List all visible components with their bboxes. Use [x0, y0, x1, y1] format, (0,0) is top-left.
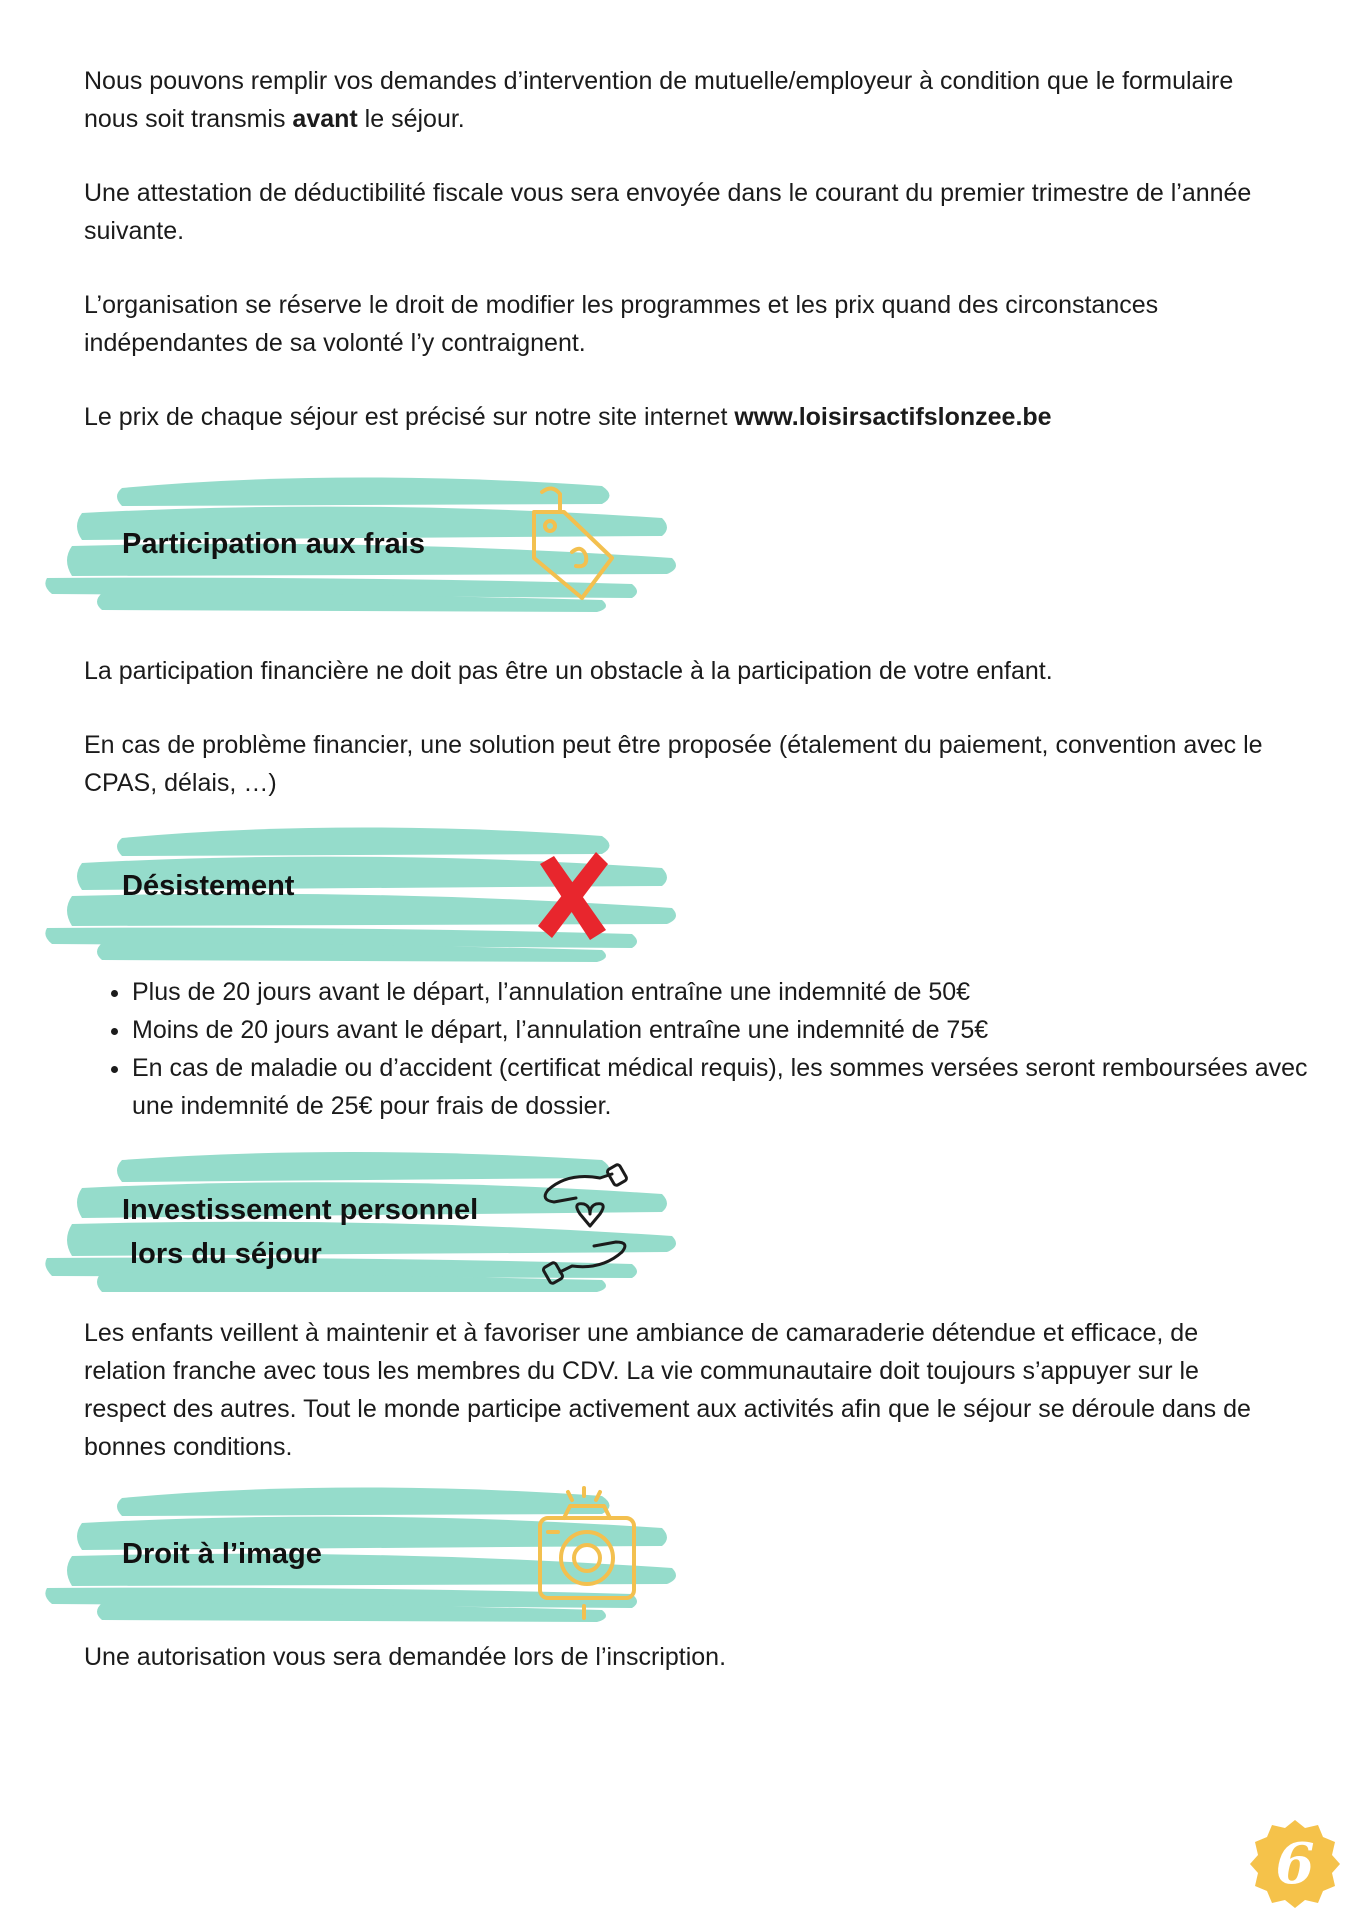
section-desistement-header: [42, 818, 682, 968]
section-droit-image-header: [42, 1478, 682, 1628]
intro-text-end: le séjour.: [357, 105, 465, 133]
intro-mutuelle-paragraph: [84, 62, 1274, 138]
page-number-badge: [1247, 1816, 1343, 1912]
cross-icon: [532, 850, 612, 942]
price-tag-icon: [524, 482, 624, 608]
section-title-line-2: lors du séjour: [122, 1238, 322, 1270]
list-item: • Plus de 20 jours avant le départ, l’annulation entraîne une indemnité de 50€: [132, 973, 1322, 1011]
section-title-line-1: Investissement personnel: [122, 1194, 479, 1226]
investissement-paragraph: Les enfants veillent à maintenir et à favoriser une ambiance de camaraderie détendue et efficace, de relation franche avec tous les membres du CDV. La vie communautaire doit toujours s’appuyer sur le respect des autres. Tout le monde participe activement aux activités afin que le séjour se déroule dans de bonnes conditions.: [84, 1319, 1251, 1461]
intro-text: Nous pouvons remplir vos demandes d’intervention de mutuelle/employeur à condition que le formulaire nous soit transmis: [84, 67, 1234, 133]
section-title: Droit à l’image: [122, 1538, 322, 1570]
price-text: Le prix de chaque séjour est précisé sur notre site internet: [84, 403, 735, 431]
desistement-bullet-list: [84, 973, 1322, 1125]
list-item: • En cas de maladie ou d’accident (certificat médical requis), les sommes versées seront remboursées avec une indemnité de 25€ pour frais de dossier.: [132, 1049, 1322, 1125]
organisation-rights-paragraph: L’organisation se réserve le droit de modifier les programmes et les prix quand des circonstances indépendantes de sa volonté l’y contraignent.: [84, 291, 1159, 357]
list-item: • Moins de 20 jours avant le départ, l’annulation entraîne une indemnité de 75€: [132, 1011, 1322, 1049]
section-participation-header: [42, 468, 682, 618]
section-title: Désistement: [122, 870, 295, 902]
price-website-paragraph: [84, 398, 1274, 436]
hands-heart-icon: [538, 1162, 634, 1288]
tax-attestation-paragraph: Une attestation de déductibilité fiscale vous sera envoyée dans le courant du premier trimestre de l’année suivante.: [84, 179, 1252, 245]
intro-bold-text: avant: [292, 105, 358, 133]
section-investissement-header: [42, 1148, 682, 1298]
page-number: 6: [1275, 1831, 1315, 1897]
section-title: Participation aux frais: [122, 528, 425, 560]
website-link[interactable]: www.loisirsactifslonzee.be: [734, 403, 1052, 431]
participation-paragraph-2: En cas de problème financier, une solution peut être proposée (étalement du paiement, convention avec le CPAS, délais, …): [84, 731, 1263, 797]
participation-paragraph-1: La participation financière ne doit pas être un obstacle à la participation de votre enfant.: [84, 657, 1053, 685]
droit-image-paragraph: Une autorisation vous sera demandée lors de l’inscription.: [84, 1643, 727, 1671]
camera-icon: [534, 1486, 640, 1624]
